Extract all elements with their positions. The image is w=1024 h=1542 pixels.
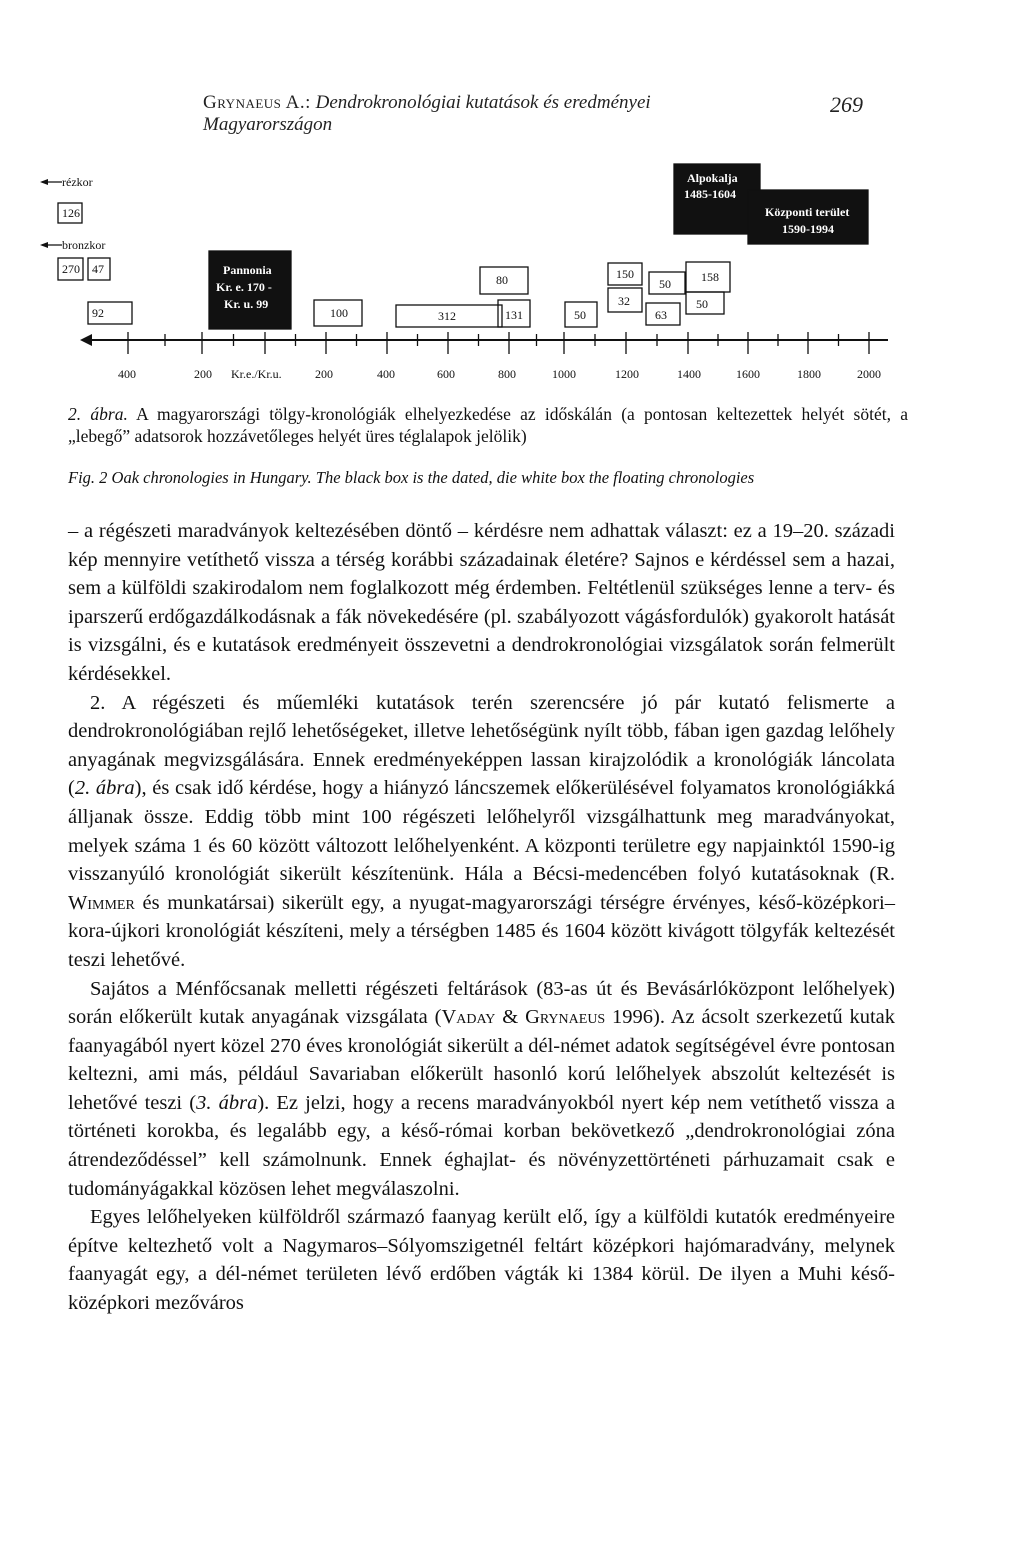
paragraph-1: – a régészeti maradványok keltezésében döntő – kérdésre nem adhattak választ: ez a 19–20. századi kép mennyire vetíthető vissza a térség korábbi századainak életére? Sajnos e kérdéssel sem a hazai, sem a külföldi szakirodalom nem foglalkozott még érdemben. Feltétlenül szükséges lenne a terv- és iparszerű erdőgazdálkodásnak a fák növekedésére (pl. szabályozott vágásfordulók) gyakorolt hatását is vizsgálni, és e kutatások eredményeit összevetni a dendrokronológiai vizsgálatok során felmerült kérdésekkel. [68, 520, 895, 685]
axis-label-400bc: 400 [118, 367, 136, 381]
axis-label-1000: 1000 [552, 367, 576, 381]
pannonia-line-1: Pannonia [223, 263, 272, 277]
floating-label-100: 100 [330, 306, 348, 320]
figure-caption-text: A magyarországi tölgy-kronológiák elhelyezkedése az időskálán (a pontosan keltezettek helyét sötét, a „lebegő” adatsorok hozzávetőleges helyét üres téglalapok jelölik) [68, 404, 909, 446]
axis-label-400: 400 [377, 367, 395, 381]
floating-label-312: 312 [438, 309, 456, 323]
axis-label-1800: 1800 [797, 367, 821, 381]
axis-label-200bc: 200 [194, 367, 212, 381]
author-name: Wimmer [68, 891, 135, 914]
floating-label-50a: 50 [574, 308, 586, 322]
pannonia-line-2: Kr. e. 170 - [216, 280, 272, 294]
floating-label-63: 63 [655, 308, 667, 322]
copper-arrow-head-icon [40, 179, 48, 185]
page-number: 269 [830, 92, 863, 117]
alpokalja-line-2: 1485-1604 [684, 187, 736, 201]
floating-label-270: 270 [62, 262, 80, 276]
body-text [68, 517, 895, 1318]
figure-reference: 3. ábra [196, 1091, 258, 1114]
running-head-title: Dendrokronológiai kutatások és eredményei Magyarországon [203, 92, 651, 135]
floating-label-50c: 50 [696, 297, 708, 311]
kozponti-line-1: Központi terület [765, 205, 850, 219]
alpokalja-line-1: Alpokalja [687, 171, 738, 185]
floating-label-47: 47 [92, 262, 104, 276]
timeline-ticks [128, 332, 869, 354]
floating-label-158: 158 [701, 270, 719, 284]
bronze-age-label: bronzkor [62, 238, 106, 252]
axis-label-era-boundary: Kr.e./Kr.u. [231, 367, 282, 381]
figure-caption-label: 2. ábra. [68, 404, 128, 424]
axis-label-2000: 2000 [857, 367, 881, 381]
floating-label-50b: 50 [659, 277, 671, 291]
paragraph-3: Sajátos a Ménfőcsanak melletti régészeti feltárások (83-as út és Bevásárlóközpont lelőhelyek) során előkerült kutak anyagának vizsgálata (Vaday & Grynaeus 1996). Az ácsolt szerkezetű kutak faanyagából nyert közel 270 éves kronológiát sikerült a dél-német adatok segítségével évre pontosan keltezni, ami más, például Savariaban előkerült hasonló korú lelőhelyek abszolút keltezését is lehetővé teszi (3. ábra). Ez jelzi, hogy a recens maradványokból nyert kép nem vetíthető vissza a történeti korokba, és legalább egy, a késő-római korban bekövetkező „dendrokronológiai zóna átrendeződéssel” kell számolnunk. Ennek éghajlat- és növényzettörténeti párhuzamait csak e tudományágakkal közösen lehet megválaszolni. [68, 977, 895, 1200]
figure-caption-english: Fig. 2 Oak chronologies in Hungary. The black box is the dated, die white box the floating chronologies [68, 468, 755, 487]
running-head-author: Grynaeus A.: [203, 92, 311, 113]
figure-reference: 2. ábra [74, 777, 135, 800]
axis-label-600: 600 [437, 367, 455, 381]
axis-label-1200: 1200 [615, 367, 639, 381]
floating-label-150: 150 [616, 267, 634, 281]
chronology-timeline-figure [40, 160, 900, 390]
floating-label-32: 32 [618, 294, 630, 308]
figure-caption-hungarian [68, 403, 908, 447]
kozponti-line-2: 1590-1994 [782, 222, 834, 236]
copper-age-label: rézkor [62, 175, 93, 189]
floating-label-131: 131 [505, 308, 523, 322]
pannonia-line-3: Kr. u. 99 [224, 297, 269, 311]
author-name: Vaday [441, 1006, 496, 1029]
axis-label-800: 800 [498, 367, 516, 381]
axis-label-1400: 1400 [677, 367, 701, 381]
paragraph-4: Egyes lelőhelyeken külföldről származó faanyag került elő, így a külföldi kutatók eredményeire építve keltezhető volt a Nagymaros–Sólyomszigetnél feltárt középkori hajómaradvány, melynek faanyagát egy, a dél-német területen lévő erdőben vágták ki 1384 körül. De ilyen a Muhi késő-középkori mezőváros [68, 1206, 895, 1315]
floating-label-92: 92 [92, 306, 104, 320]
timeline-arrow-head-icon [80, 334, 92, 346]
author-name: Grynaeus [525, 1006, 606, 1029]
running-head [203, 92, 783, 136]
axis-label-1600: 1600 [736, 367, 760, 381]
bronze-arrow-head-icon [40, 242, 48, 248]
floating-label-126: 126 [62, 206, 80, 220]
floating-label-80: 80 [496, 273, 508, 287]
axis-label-200: 200 [315, 367, 333, 381]
paragraph-2: 2. A régészeti és műemléki kutatások terén szerencsére jó pár kutató felismerte a dendrokronológiában rejlő lehetőségeket, illetve lehetőségünk nyílt több, fában igen gazdag lelőhely anyagának megvizsgálására. Ennek eredményeképpen lassan kirajzolódik a kronológiák láncolata (2. ábra), és csak idő kérdése, hogy a hiányzó láncszemek előkerülésével folyamatos kronológiákká álljanak össze. Eddig több mint 100 régészeti lelőhelyről vizsgálhattunk meg maradványokat, melyek száma 1 és 60 között változott lelőhelyenként. A központi területre egy napjainktól 1590-ig visszanyúló kronológiát sikerült készítenünk. Hála a Bécsi-medencében folyó kutatásoknak (R. Wimmer és munkatársai) sikerült egy, a nyugat-magyarországi térségre érvényes, késő-középkori–kora-újkori kronológiát készíteni, mely a térségben 1485 és 1604 között kivágott tölgyfák keltezését teszi lehetővé. [68, 691, 896, 971]
